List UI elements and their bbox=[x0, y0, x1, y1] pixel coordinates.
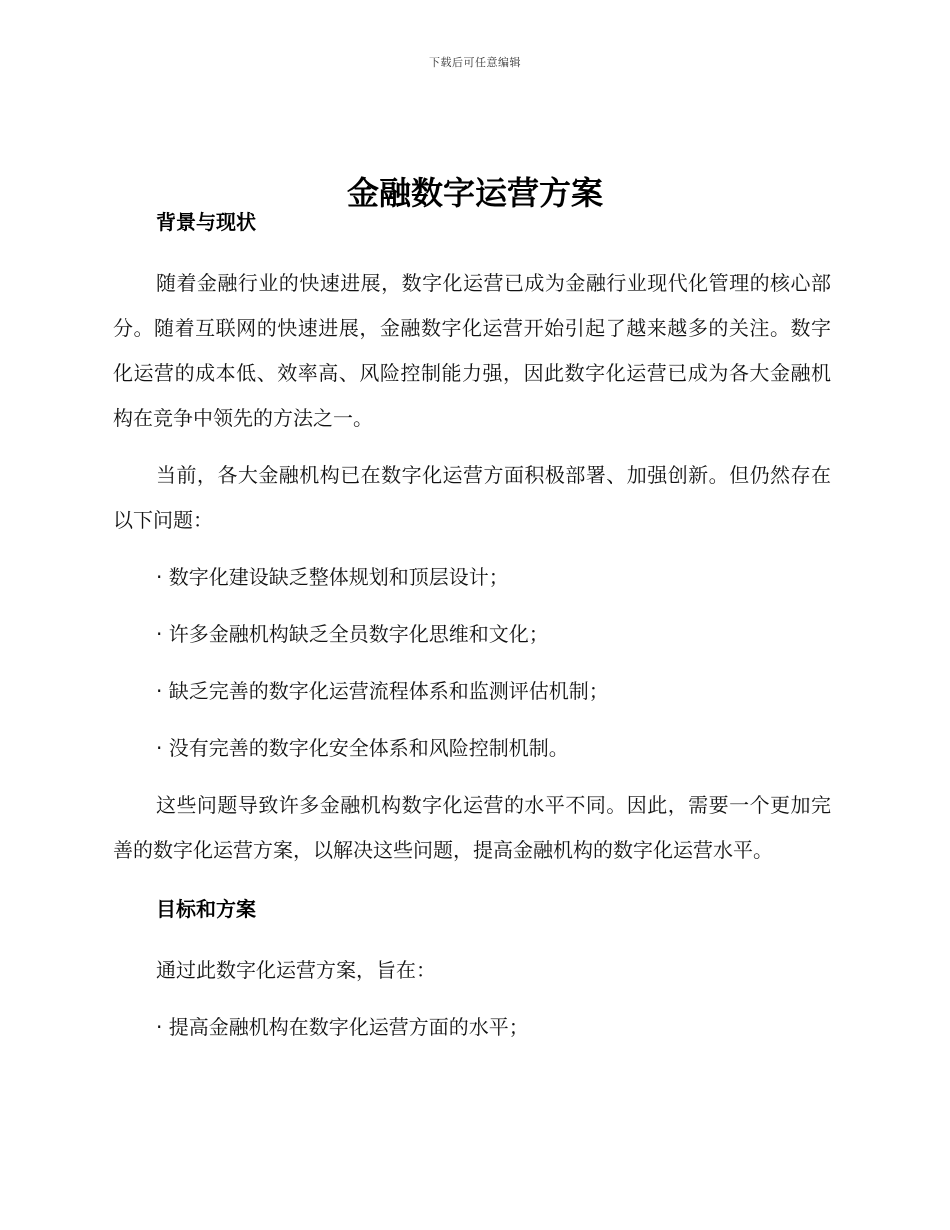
document-body bbox=[113, 204, 831, 1062]
page-header-note: 下载后可任意编辑 bbox=[429, 56, 521, 69]
paragraph-goals-intro: 通过此数字化运营方案，旨在： bbox=[156, 958, 436, 982]
list-item: · 没有完善的数字化安全体系和风险控制机制。 bbox=[156, 736, 569, 760]
list-item: · 许多金融机构缺乏全员数字化思维和文化； bbox=[156, 622, 549, 646]
paragraph-background-intro: 随着金融行业的快速进展，数字化运营已成为金融行业现代化管理的核心部分。随着互联网的快速进展，金融数字化运营开始引起了越来越多的关注。数字化运营的成本低、效率高、风险控制能力强，因此数字化运营已成为各大金融机构在竞争中领先的方法之一。 bbox=[113, 271, 831, 430]
section-heading-goals: 目标和方案 bbox=[156, 897, 256, 921]
document-title: 金融数字运营方案 bbox=[346, 174, 603, 213]
section-heading-background: 背景与现状 bbox=[156, 210, 256, 234]
paragraph-current-problems: 当前，各大金融机构已在数字化运营方面积极部署、加强创新。但仍然存在以下问题： bbox=[113, 463, 831, 532]
paragraph-conclusion: 这些问题导致许多金融机构数字化运营的水平不同。因此，需要一个更加完善的数字化运营方案，以解决这些问题，提高金融机构的数字化运营水平。 bbox=[113, 793, 831, 862]
list-item: · 提高金融机构在数字化运营方面的水平； bbox=[156, 1015, 529, 1039]
list-item: · 缺乏完善的数字化运营流程体系和监测评估机制； bbox=[156, 679, 609, 703]
list-item: · 数字化建设缺乏整体规划和顶层设计； bbox=[156, 565, 509, 589]
